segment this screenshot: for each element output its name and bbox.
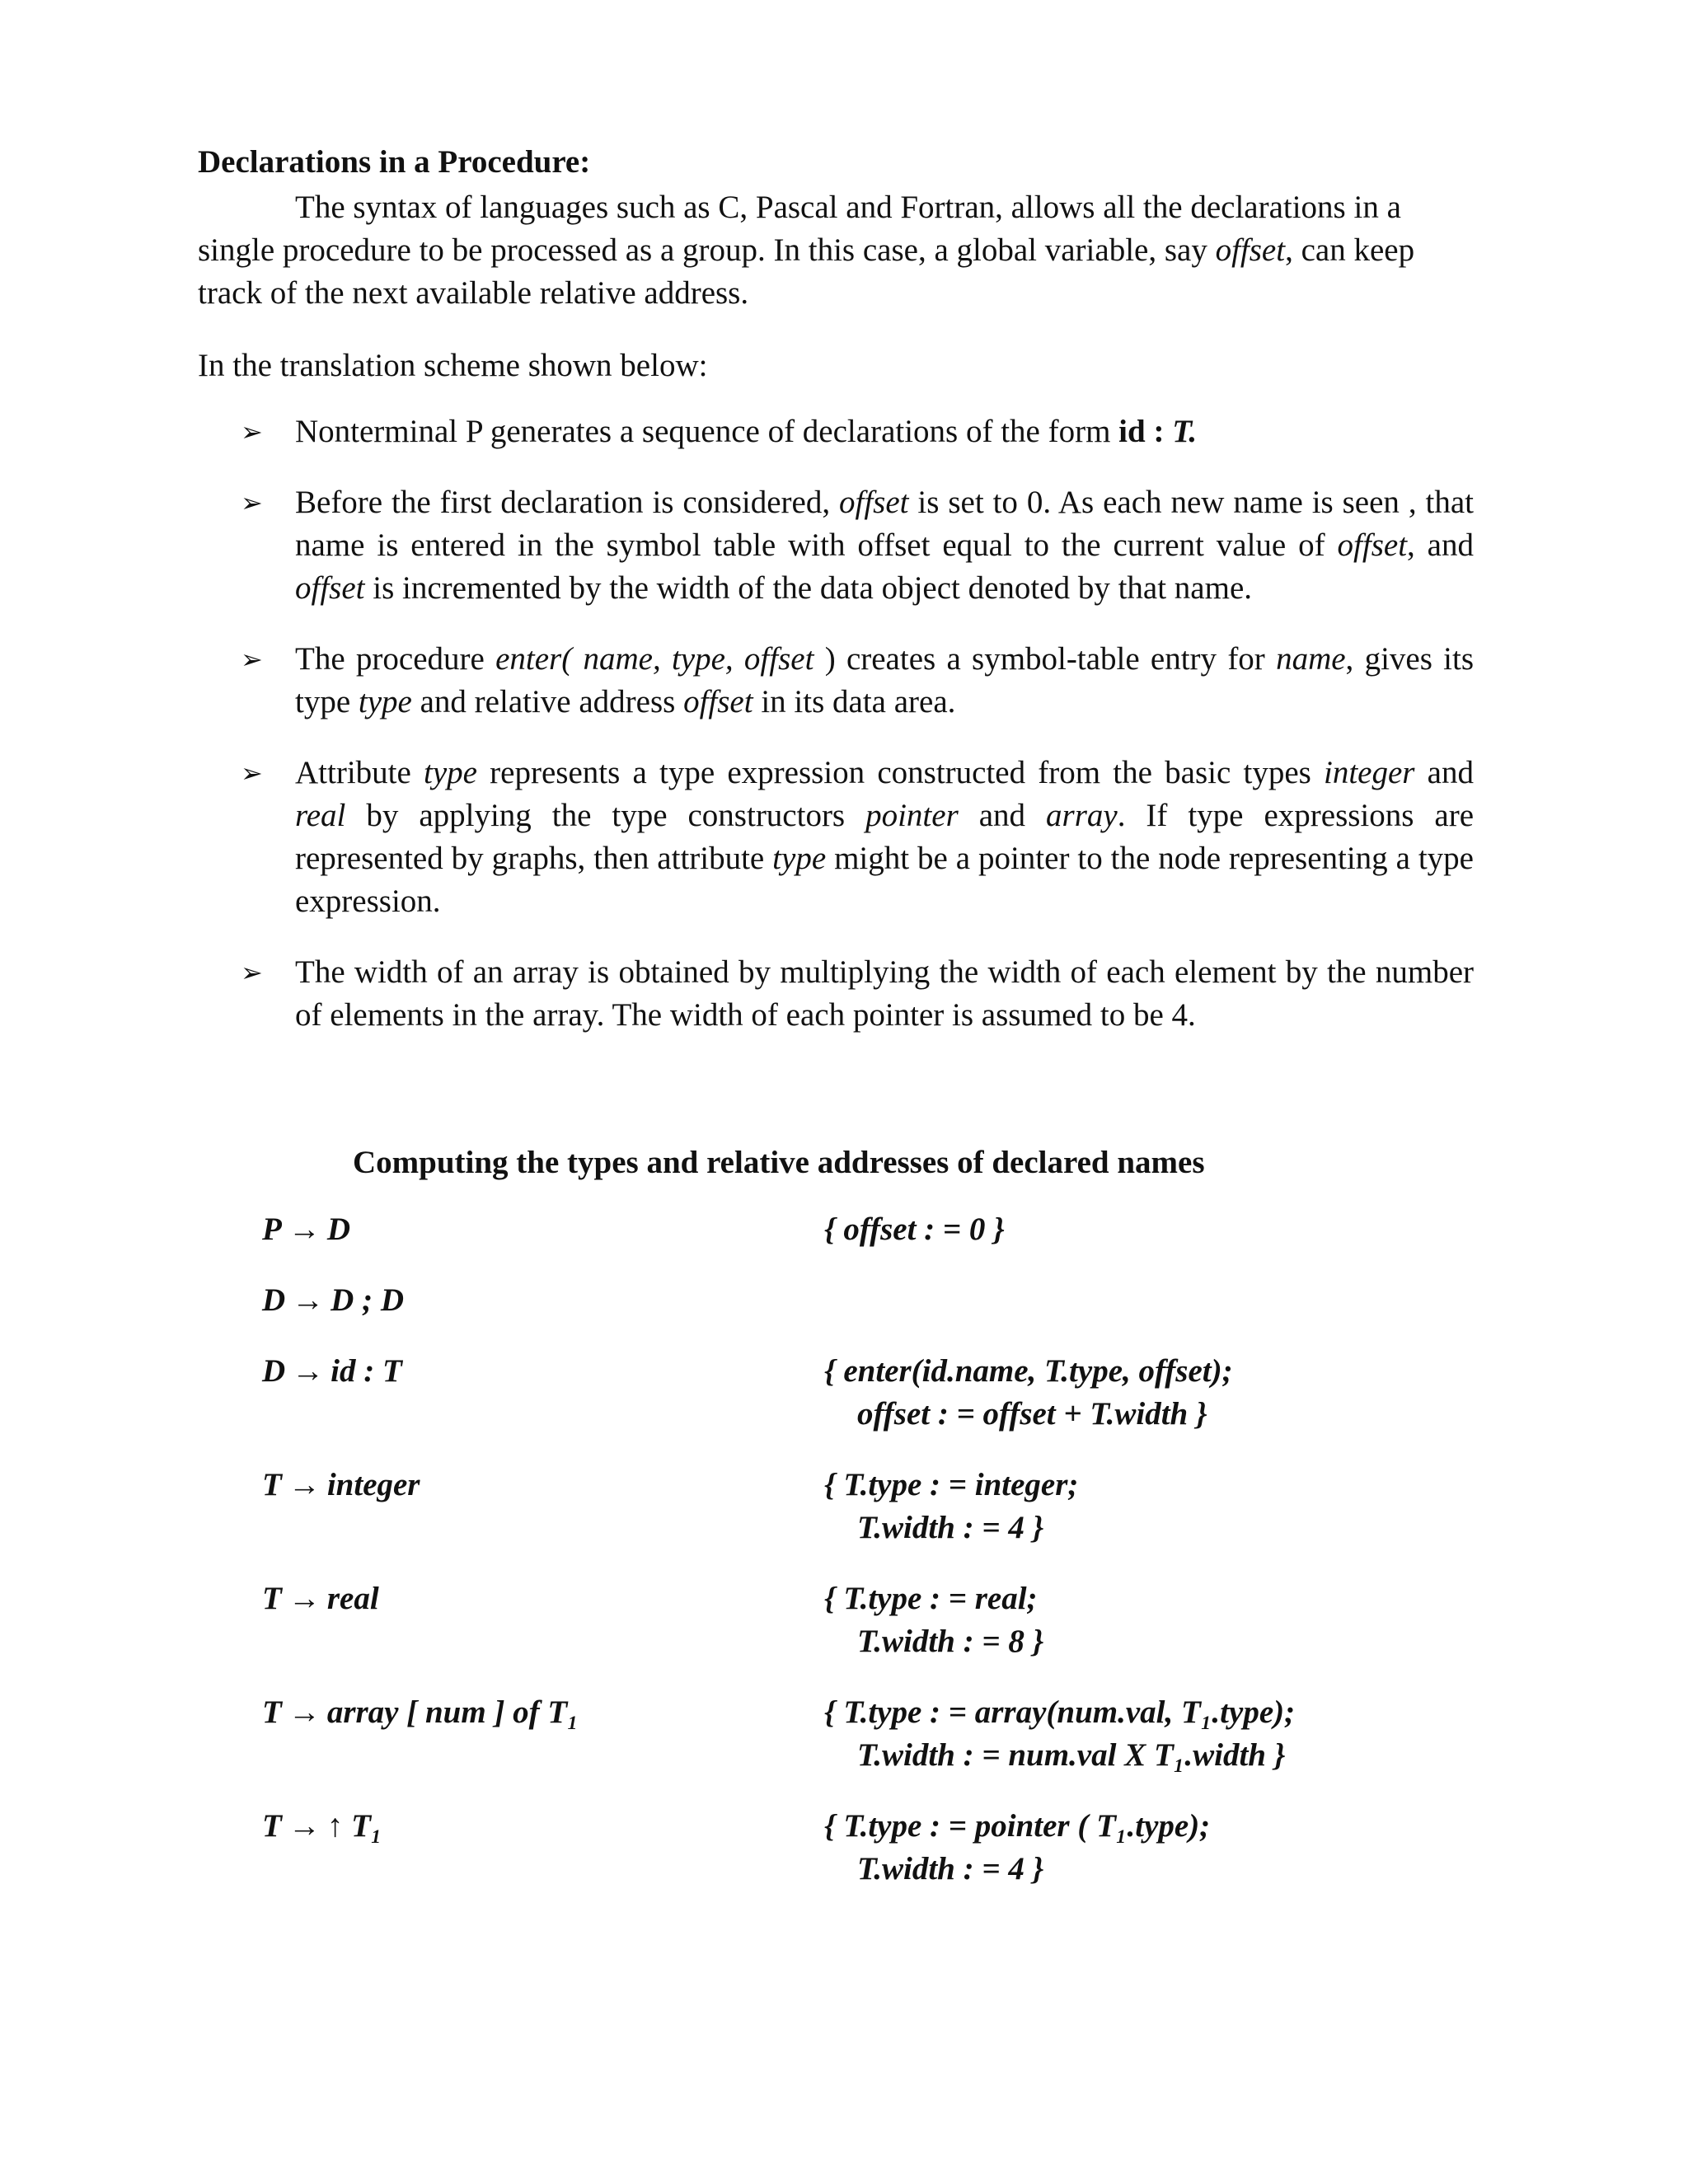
bullet-text <box>295 414 1197 449</box>
bullet-text <box>295 755 1474 919</box>
text-run: pointer <box>865 798 959 833</box>
bullet-list <box>237 410 1474 1065</box>
text-run: offset <box>1337 527 1408 563</box>
arrow-icon: → <box>288 1467 321 1502</box>
text-run: , can keep track of the next available relative address. <box>198 232 1415 311</box>
text-run: Attribute <box>295 755 424 790</box>
action-line: offset : = offset + T.width } <box>857 1396 1207 1432</box>
production-lhs: D <box>262 1282 286 1318</box>
production-lhs: T <box>262 1808 282 1844</box>
text-run: by applying the type constructors <box>345 798 866 833</box>
production-lhs: T <box>262 1581 282 1616</box>
text-run: id : <box>1118 414 1173 449</box>
production <box>262 1279 404 1322</box>
semantic-action <box>824 1208 1005 1251</box>
bullet-text <box>295 641 1474 719</box>
text-run: ) creates a symbol-table entry for <box>814 641 1277 677</box>
production <box>262 1577 379 1620</box>
production-lhs: P <box>262 1212 282 1247</box>
intro-text <box>198 190 1414 311</box>
text-run: array <box>1046 798 1118 833</box>
production-rhs: D <box>326 1212 350 1247</box>
text-run: offset <box>1215 232 1286 268</box>
action-line: { T.type : = real; <box>824 1581 1038 1616</box>
text-run: The syntax of languages such as C, Pascal and Fortran, allows all the declarations in a single procedure to be processed as a group. In this case, a global variable, say <box>198 190 1401 268</box>
text-run: type <box>772 841 827 876</box>
intro-paragraph <box>198 186 1467 315</box>
action-line: { enter(id.name, T.type, offset); <box>824 1353 1233 1389</box>
production <box>262 1691 579 1734</box>
semantic-action <box>824 1577 1043 1663</box>
text-run: in its data area. <box>753 684 956 719</box>
text-run: offset <box>683 684 753 719</box>
bullet-arrow-icon: ➢ <box>241 758 263 788</box>
text-run: name <box>1276 641 1346 677</box>
text-run: and relative address <box>411 684 684 719</box>
text-run: is incremented by the width of the data object denoted by that name. <box>364 570 1252 606</box>
action-line: { T.type : = integer; <box>824 1467 1079 1502</box>
arrow-icon: → <box>292 1282 325 1318</box>
arrow-icon: → <box>288 1581 321 1616</box>
bullet-arrow-icon: ➢ <box>241 417 263 447</box>
text-run: type <box>424 755 477 790</box>
text-run: real <box>295 798 346 833</box>
text-run: represents a type expression constructed from the basic types <box>476 755 1325 790</box>
bullet-arrow-icon: ➢ <box>241 958 263 987</box>
arrow-icon: → <box>288 1694 321 1730</box>
text-run: , and <box>1407 527 1474 563</box>
semantic-action <box>824 1805 1210 1891</box>
text-run: Before the first declaration is considered, <box>295 485 839 520</box>
text-run: is set to 0. As each new name is seen , that name is entered in the symbol table with offset equal to the current value of <box>295 485 1474 563</box>
action-line: { T.type : = pointer ( T₁.type); <box>824 1808 1211 1844</box>
arrow-icon: → <box>292 1353 325 1389</box>
bullet-item <box>237 410 1474 453</box>
action-line: { T.type : = array(num.val, T₁.type); <box>824 1694 1296 1730</box>
production-lhs: T <box>262 1467 282 1502</box>
bullet-text <box>295 485 1474 606</box>
bullet-arrow-icon: ➢ <box>241 644 263 674</box>
action-line: T.width : = num.val X T₁.width } <box>857 1737 1286 1773</box>
production <box>262 1350 402 1393</box>
text-run: type <box>358 684 412 719</box>
bullet-item <box>237 638 1474 724</box>
production-lhs: D <box>262 1353 286 1389</box>
text-run: . If type expressions are represented by graphs, then attribute <box>295 798 1475 876</box>
text-run: enter( name, type, offset <box>495 641 814 677</box>
text-run: T. <box>1172 414 1198 449</box>
text-run: and <box>1414 755 1474 790</box>
production-rhs: ↑ T₁ <box>326 1808 382 1844</box>
lead-paragraph: In the translation scheme shown below: <box>198 348 708 383</box>
text-run: The procedure <box>295 641 496 677</box>
semantic-action <box>824 1464 1078 1549</box>
production-rhs: D ; D <box>331 1282 404 1318</box>
production-rhs: integer <box>326 1467 420 1502</box>
bullet-item <box>237 951 1474 1037</box>
production-rhs: id : T <box>331 1353 402 1389</box>
arrow-icon: → <box>288 1808 321 1844</box>
text-run: and <box>958 798 1047 833</box>
action-line: T.width : = 4 } <box>857 1510 1044 1545</box>
text-run: offset <box>295 570 365 606</box>
section-heading: Declarations in a Procedure: <box>198 144 591 180</box>
semantic-action <box>824 1691 1295 1777</box>
production-rhs: array [ num ] of T₁ <box>326 1694 579 1730</box>
action-line: T.width : = 4 } <box>857 1851 1044 1886</box>
production <box>262 1464 420 1507</box>
action-line: T.width : = 8 } <box>857 1624 1044 1659</box>
production-rhs: real <box>326 1581 379 1616</box>
semantic-action <box>824 1350 1233 1436</box>
bullet-arrow-icon: ➢ <box>241 488 263 518</box>
text-run: might be a pointer to the node representing a type expression. <box>295 841 1474 919</box>
production <box>262 1805 382 1848</box>
bullet-text <box>295 954 1474 1033</box>
action-line: { offset : = 0 } <box>824 1212 1005 1247</box>
production-lhs: T <box>262 1694 282 1730</box>
bullet-item <box>237 752 1474 923</box>
text-run: offset <box>839 485 909 520</box>
arrow-icon: → <box>288 1212 321 1247</box>
scheme-title: Computing the types and relative addresses of declared names <box>353 1145 1205 1180</box>
production <box>262 1208 350 1251</box>
text-run: Nonterminal P generates a sequence of declarations of the form <box>295 414 1119 449</box>
text-run: The width of an array is obtained by multiplying the width of each element by the number of elements in the array. The width of each pointer is assumed to be 4. <box>295 954 1474 1033</box>
text-run: integer <box>1324 755 1415 790</box>
bullet-item <box>237 481 1474 610</box>
text-run: , gives its type <box>295 641 1474 719</box>
